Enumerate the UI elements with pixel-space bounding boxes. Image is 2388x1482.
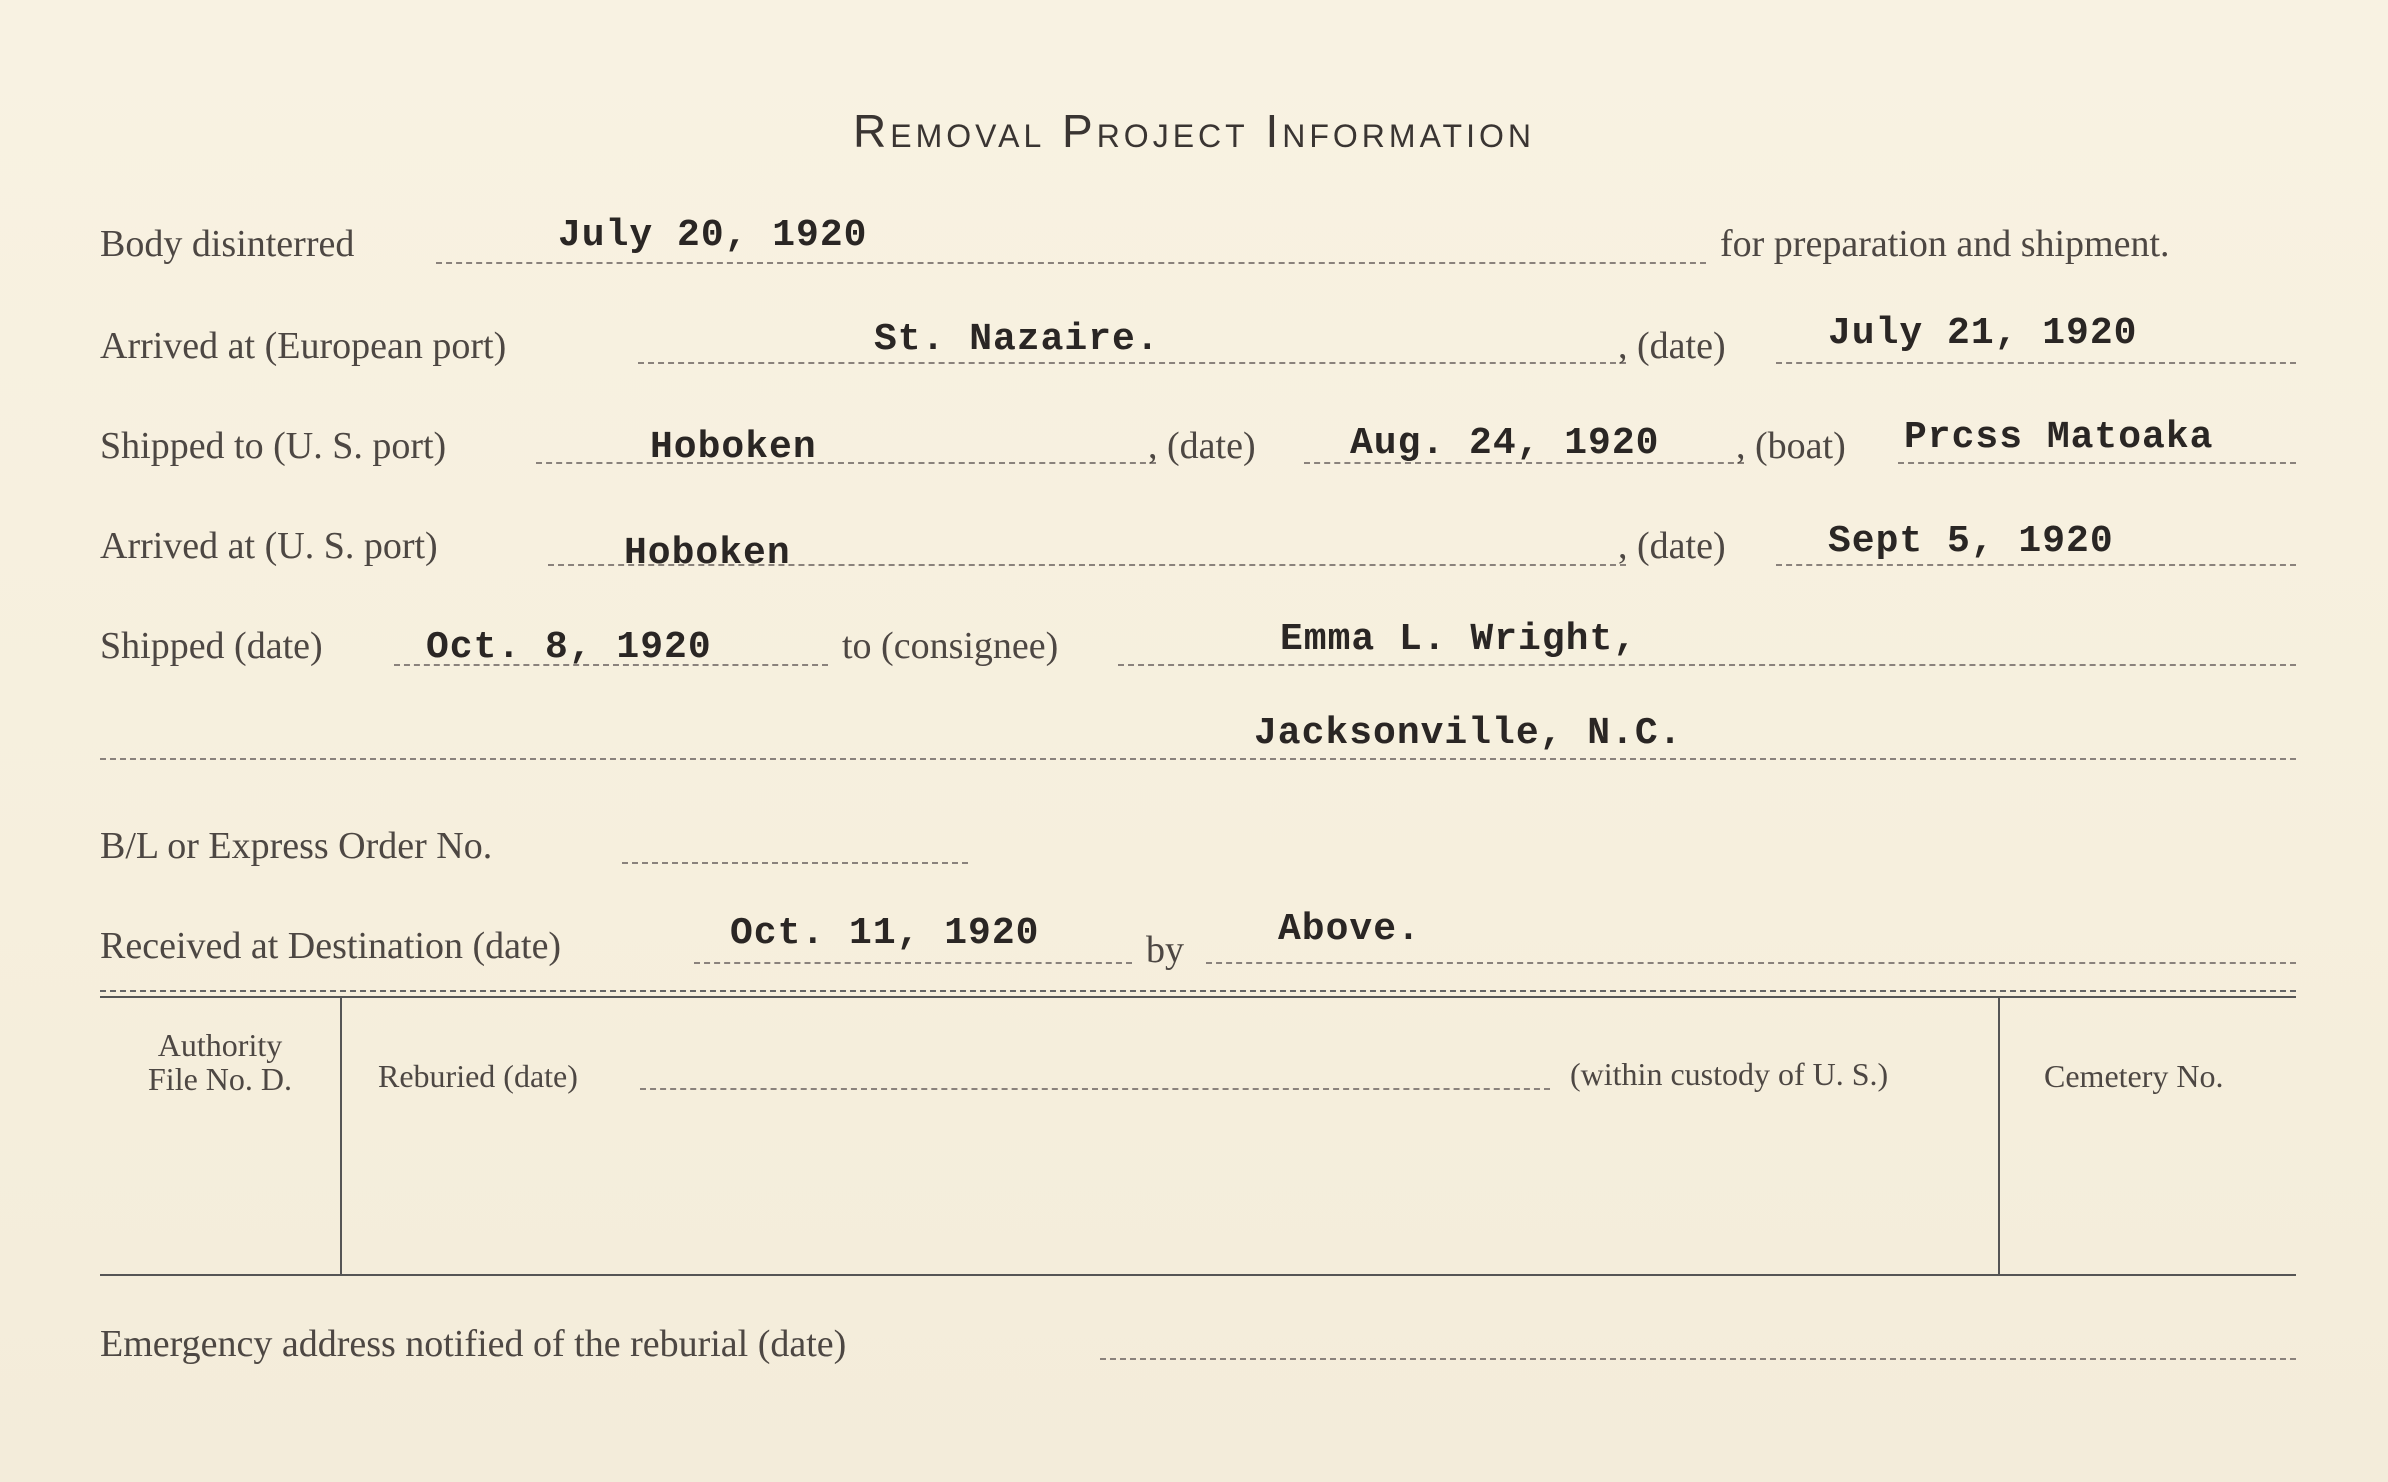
cemetery-label: Cemetery No. — [2044, 1058, 2224, 1094]
arrived-us-label: Arrived at (U. S. port) — [100, 525, 438, 567]
arrived-europe-value: St. Nazaire. — [874, 318, 1160, 361]
received-date: Oct. 11, 1920 — [730, 912, 1040, 955]
reburied-line — [640, 1088, 1550, 1090]
reburied-label: Reburied (date) — [378, 1058, 578, 1094]
file-no-label: File No. D. — [148, 1061, 292, 1097]
arrived-europe-label: Arrived at (European port) — [100, 325, 507, 367]
shipped-us-date-label: , (date) — [1148, 425, 1256, 467]
arrived-europe-date-label: , (date) — [1618, 325, 1726, 367]
authority-label: Authority — [157, 1027, 283, 1063]
bl-label: B/L or Express Order No. — [100, 825, 493, 867]
table-top-rule — [100, 996, 2296, 998]
shipped-us-boat-label: , (boat) — [1736, 425, 1846, 467]
table-divider-right — [1998, 996, 2000, 1274]
received-label: Received at Destination (date) — [100, 925, 562, 967]
consignee-addr-line — [100, 758, 2296, 760]
shipped-us-line — [536, 462, 1156, 464]
emergency-label: Emergency address notified of the reburial (date) — [100, 1323, 847, 1365]
card-title: Removal Project Information — [853, 105, 1535, 157]
consignee-line — [1118, 664, 2296, 666]
arrived-europe-date: July 21, 1920 — [1828, 312, 2138, 355]
table-top-rule-dashed — [100, 990, 2296, 992]
table-bottom-rule — [100, 1274, 2296, 1276]
consignee-address: Jacksonville, N.C. — [1254, 712, 1683, 755]
shipped-us-boat-line — [1898, 462, 2296, 464]
table-divider-left — [340, 996, 342, 1274]
disinterred-suffix: for preparation and shipment. — [1720, 223, 2170, 265]
disinterred-label: Body disinterred — [100, 223, 355, 265]
custody-label: (within custody of U. S.) — [1570, 1056, 1889, 1092]
shipped-us-label: Shipped to (U. S. port) — [100, 425, 447, 467]
emergency-line — [1100, 1358, 2296, 1360]
disinterred-value: July 20, 1920 — [558, 214, 868, 257]
received-by-label: by — [1146, 929, 1184, 971]
shipped-date: Oct. 8, 1920 — [426, 626, 712, 669]
bl-line — [622, 862, 968, 864]
consignee-label: to (consignee) — [842, 625, 1059, 667]
arrived-us-date-label: , (date) — [1618, 525, 1726, 567]
disinterred-line — [436, 262, 1706, 264]
consignee-name: Emma L. Wright, — [1280, 618, 1638, 661]
shipped-us-boat: Prcss Matoaka — [1904, 416, 2214, 459]
arrived-us-date: Sept 5, 1920 — [1828, 520, 2114, 563]
authority-cell — [110, 1028, 330, 1096]
arrived-europe-date-line — [1776, 362, 2296, 364]
shipped-label: Shipped (date) — [100, 625, 323, 667]
shipped-us-date: Aug. 24, 1920 — [1350, 422, 1660, 465]
arrived-europe-line — [638, 362, 1626, 364]
received-by-line — [1206, 962, 2296, 964]
received-date-line — [694, 962, 1132, 964]
received-by: Above. — [1278, 908, 1421, 951]
shipped-us-value: Hoboken — [650, 426, 817, 469]
arrived-us-value: Hoboken — [624, 532, 791, 575]
arrived-us-date-line — [1776, 564, 2296, 566]
